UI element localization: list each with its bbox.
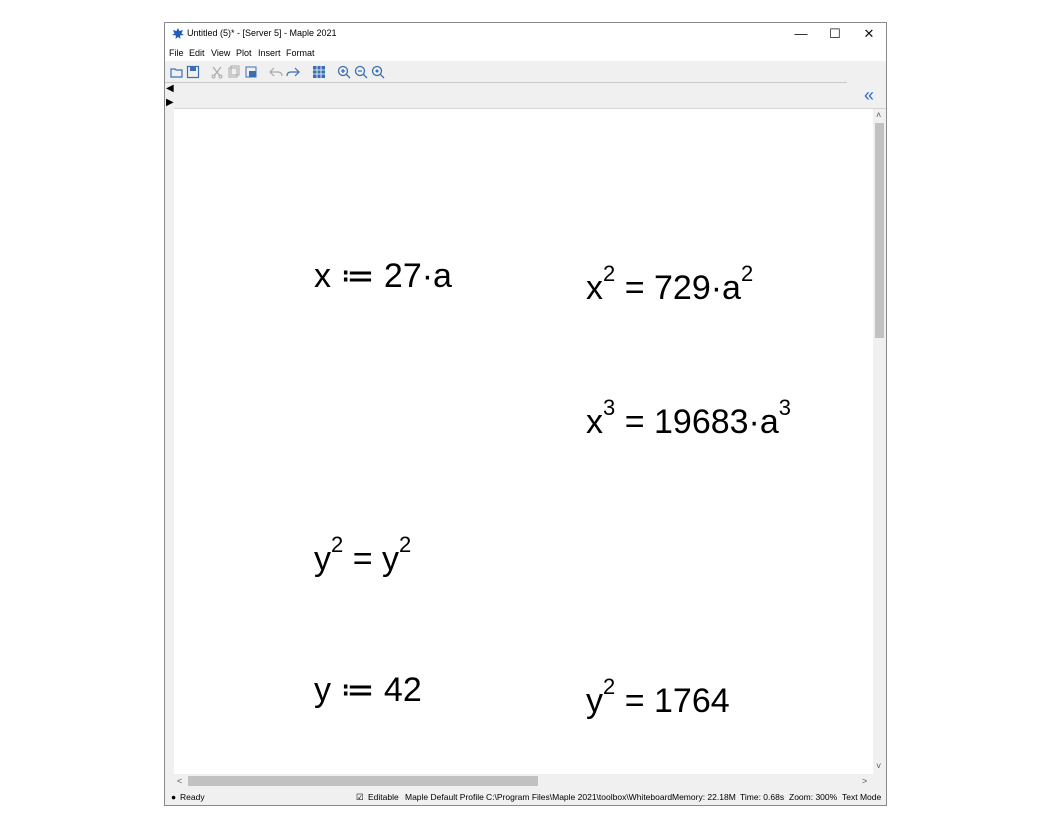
eq1-op: ≔ [340, 257, 375, 295]
eq3-base: x [586, 403, 603, 441]
eq5-op: ≔ [340, 671, 375, 709]
eq3-exp2: 3 [778, 395, 792, 420]
equation-x-cubed[interactable] [586, 395, 792, 441]
side-palette-strip [165, 83, 174, 775]
undo-icon[interactable] [269, 65, 283, 79]
equation-x-squared[interactable] [586, 261, 754, 307]
horizontal-scrollbar[interactable] [174, 774, 873, 788]
equation-y-squared-identity[interactable] [314, 532, 412, 578]
toolbar [165, 62, 886, 82]
copy-icon[interactable] [227, 65, 241, 79]
menu-edit[interactable]: Edit [189, 48, 205, 58]
right-arrow-icon[interactable]: ▶ [166, 97, 174, 108]
status-path: C:\Program Files\Maple 2021\toolbox\Whiteboard [486, 792, 673, 802]
equation-x-assign[interactable] [314, 259, 452, 293]
eq6-exp: 2 [603, 674, 616, 699]
menu-view[interactable]: View [211, 48, 231, 58]
scroll-up-icon[interactable]: ˄ [876, 110, 882, 120]
equation-y-assign[interactable] [314, 673, 422, 707]
scroll-left-icon[interactable]: < [177, 776, 183, 786]
zoom-out-icon[interactable] [354, 65, 368, 79]
vertical-scroll-thumb[interactable] [875, 123, 884, 338]
grid-icon[interactable] [312, 65, 326, 79]
eq4-exp2: 2 [399, 532, 412, 557]
horizontal-scroll-thumb[interactable] [188, 776, 538, 786]
status-ready: Ready [180, 792, 205, 802]
document-canvas[interactable] [174, 109, 873, 774]
open-icon[interactable] [170, 65, 184, 79]
save-icon[interactable] [186, 65, 200, 79]
eq2-exp2: 2 [740, 261, 754, 286]
maximize-button[interactable]: ☐ [829, 26, 841, 41]
editable-checkbox-icon[interactable]: ☑ [356, 792, 364, 802]
status-zoom: Zoom: 300% [789, 792, 838, 802]
vertical-scrollbar[interactable] [873, 109, 886, 774]
eq3-mid: = 19683·a [615, 403, 779, 441]
zoom-reset-icon[interactable] [371, 65, 385, 79]
eq4-base: y [314, 540, 331, 578]
eq4-mid: = y [343, 540, 399, 578]
eq2-exp: 2 [603, 261, 616, 286]
cut-icon[interactable] [210, 65, 224, 79]
title-bar [165, 23, 886, 45]
eq4-exp: 2 [331, 532, 344, 557]
eq6-base: y [586, 682, 603, 720]
maple-window [164, 22, 887, 806]
maple-leaf-icon [171, 27, 185, 41]
eq5-lhs: y [314, 671, 331, 709]
palette-bar [165, 83, 886, 109]
equation-y-squared-value[interactable] [586, 674, 730, 720]
menu-file[interactable]: File [169, 48, 184, 58]
zoom-in-icon[interactable] [337, 65, 351, 79]
close-button[interactable]: ✕ [863, 26, 875, 41]
scroll-right-icon[interactable]: > [862, 776, 868, 786]
status-profile: Maple Default Profile [405, 792, 484, 802]
status-mode[interactable]: Text Mode [842, 792, 882, 802]
paste-icon[interactable] [244, 65, 258, 79]
status-dot-icon: ● [171, 792, 177, 802]
menu-insert[interactable]: Insert [258, 48, 281, 58]
menu-plot[interactable]: Plot [236, 48, 252, 58]
status-memory: Memory: 22.18M [672, 792, 736, 802]
eq6-mid: = 1764 [615, 682, 730, 720]
status-time: Time: 0.68s [740, 792, 785, 802]
left-arrow-icon[interactable]: ◀ [166, 83, 174, 94]
eq2-mid: = 729·a [615, 269, 741, 307]
scroll-down-icon[interactable]: ˅ [876, 761, 882, 771]
window-title: Untitled (5)* - [Server 5] - Maple 2021 [187, 28, 337, 38]
status-bar [165, 788, 886, 805]
collapse-palettes-icon[interactable]: « [863, 85, 874, 105]
status-editable[interactable]: Editable [368, 792, 399, 802]
eq1-rhs: 27·a [383, 257, 452, 295]
minimize-button[interactable]: — [794, 26, 808, 41]
eq1-lhs: x [314, 257, 331, 295]
eq5-rhs: 42 [383, 671, 422, 709]
redo-icon[interactable] [286, 65, 300, 79]
eq3-exp: 3 [603, 395, 616, 420]
eq2-base: x [586, 269, 603, 307]
menu-format[interactable]: Format [286, 48, 315, 58]
menu-bar [165, 45, 886, 61]
